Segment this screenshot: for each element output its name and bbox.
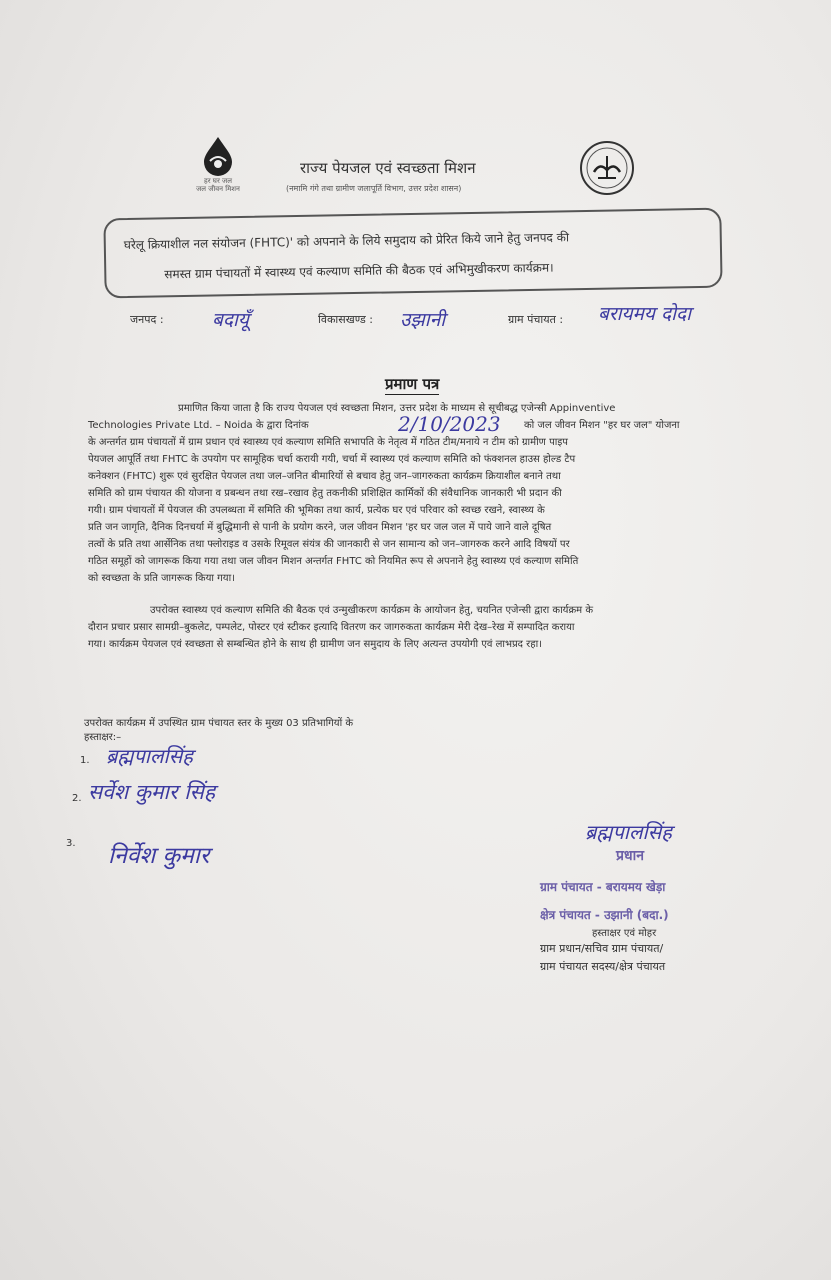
body2-line-3: गया। कार्यक्रम पेयजल एवं स्वच्छता से सम्बन्धित होने के साथ ही ग्रामीण जन समुदाय के लिए अत्यन्त उपयोगी एवं लाभप्रद रहा।: [88, 639, 542, 650]
logo-text-line1: हर घर जल: [204, 177, 232, 185]
body-line-8: प्रति जन जागृति, दैनिक दिनचर्या में बुद्धिमानी से पानी के प्रयोग करने, जल जीवन मिशन 'हर घर जल जल में पाये जाने वाले दूषित: [88, 522, 552, 533]
body-line-5: कनेक्शन (FHTC) शुरू एवं सुरक्षित पेयजल तथा जल–जनित बीमारियों से बचाव हेतु जन–जागरुकता कार्यक्रम क्रियाशील बनाने तथा: [88, 471, 561, 482]
signatory-2-num: 2.: [72, 793, 82, 804]
stamp-line-2: क्षेत्र पंचायत - उझानी (बदा.): [540, 908, 669, 922]
body-line-6: समिति को ग्राम पंचायत की योजना व प्रबन्धन तथा रख–रखाव हेतु तकनीकी प्रशिक्षित कार्मिकों की संवैधानिक जानकारी भी प्रदान की: [88, 488, 562, 499]
sign-role-line-2: ग्राम पंचायत सदस्य/क्षेत्र पंचायत: [540, 960, 666, 973]
emblem-icon: [572, 138, 642, 198]
body-line-11: को स्वच्छता के प्रति जागरूक किया गया।: [88, 573, 235, 584]
district-value: बदायूँ: [212, 309, 249, 331]
body-line-4: पेयजल आपूर्ति तथा FHTC के उपयोग पर सामूहिक चर्चा करायी गयी, चर्चा में स्वास्थ्य एवं कल्याण समिति को फंक्शनल हाउस होल्ड टैप: [88, 454, 576, 465]
signatories-intro-2: हस्ताक्षर:–: [84, 732, 122, 743]
body-line-1: प्रमाणित किया जाता है कि राज्य पेयजल एवं स्वच्छता मिशन, उत्तर प्रदेश के माध्यम से सूचीबद्ध एजेन्सी Appinventive: [178, 403, 616, 414]
logo-text-line2: जल जीवन मिशन: [196, 185, 240, 193]
program-date: 2/10/2023: [398, 412, 501, 436]
water-drop-icon: [196, 135, 240, 177]
signatory-3-signature: निर्वेश कुमार: [108, 843, 210, 869]
panchayat-value: बरायमय दोदा: [598, 303, 692, 325]
body2-line-1: उपरोक्त स्वास्थ्य एवं कल्याण समिति की बैठक एवं उन्मुखीकरण कार्यक्रम के आयोजन हेतु, चयनित एजेन्सी द्वारा कार्यक्रम के: [150, 605, 593, 616]
signatory-2-signature: सर्वेश कुमार सिंह: [88, 780, 216, 804]
panchayat-label: ग्राम पंचायत :: [508, 313, 564, 326]
block-label: विकासखण्ड :: [318, 313, 374, 326]
header-subtitle: (नमामि गंगे तथा ग्रामीण जलापूर्ति विभाग, उत्तर प्रदेश शासन): [286, 184, 462, 193]
body-line-3: के अन्तर्गत ग्राम पंचायतों में ग्राम प्रधान एवं स्वास्थ्य एवं कल्याण समिति सभापति के नेतृत्व में गठित टीम/मनाये न टीम को ग्रामीण पाइप: [88, 437, 568, 448]
body-line-9: तत्वों के प्रति तथा आर्सेनिक तथा फ्लोराइड व उसके रिमूवल संयंत्र की जानकारी से जन सामान्य को जन–जागरुक करने आदि विषयों पर: [88, 539, 570, 550]
district-label: जनपद :: [130, 313, 164, 326]
signatory-1-num: 1.: [80, 755, 90, 766]
block-value: उझानी: [400, 309, 446, 331]
up-government-emblem: [572, 138, 642, 198]
certificate-title: प्रमाण पत्र: [385, 375, 440, 393]
stamp-role: प्रधान: [616, 848, 644, 864]
sign-role-line-1: ग्राम प्रधान/सचिव ग्राम पंचायत/: [540, 942, 664, 955]
stamp-line-1: ग्राम पंचायत - बरायमय खेड़ा: [540, 880, 666, 894]
pradhan-signature: ब्रह्मपालसिंह: [585, 820, 672, 844]
header-title: राज्य पेयजल एवं स्वच्छता मिशन: [300, 159, 476, 177]
sign-seal-label: हस्ताक्षर एवं मोहर: [592, 928, 657, 939]
jal-jeevan-mission-logo: [188, 135, 248, 205]
signatories-intro: उपरोक्त कार्यक्रम में उपस्थित ग्राम पंचायत स्तर के मुख्य 03 प्रतिभागियों के: [84, 718, 354, 729]
body-line-10: गठित समूहों को जागरूक किया गया तथा जल जीवन मिशन अन्तर्गत FHTC को नियमित रूप से अपनाने हेतु स्वास्थ्य एवं कल्याण समिति: [88, 556, 579, 567]
body-line-2a: Technologies Private Ltd. – Noida के द्वारा दिनांक: [88, 420, 309, 431]
banner-line1: घरेलू क्रियाशील नल संयोजन (FHTC)' को अपनाने के लिये समुदाय को प्रेरित किये जाने हेतु जनपद की: [123, 230, 570, 253]
body-line-2b: को जल जीवन मिशन "हर घर जल" योजना: [524, 420, 680, 431]
signatory-3-num: 3.: [66, 838, 76, 849]
body2-line-2: दौरान प्रचार प्रसार सामग्री–बुकलेट, पम्पलेट, पोस्टर एवं स्टीकर इत्यादि वितरण कर जागरुकता कार्यक्रम मेरी देख–रेख में सम्पादित कराया: [88, 622, 575, 633]
banner-line2: समस्त ग्राम पंचायतों में स्वास्थ्य एवं कल्याण समिति की बैठक एवं अभिमुखीकरण कार्यक्रम।: [164, 260, 554, 282]
program-banner: [103, 208, 722, 299]
body-line-7: गयी। ग्राम पंचायतों में पेयजल की उपलब्धता में समिति की भूमिका तथा कार्य, प्रत्येक घर एवं परिवार को स्वच्छ रखने, स्वास्थ्य के: [88, 505, 545, 516]
signatory-1-signature: ब्रह्मपालसिंह: [106, 744, 193, 768]
